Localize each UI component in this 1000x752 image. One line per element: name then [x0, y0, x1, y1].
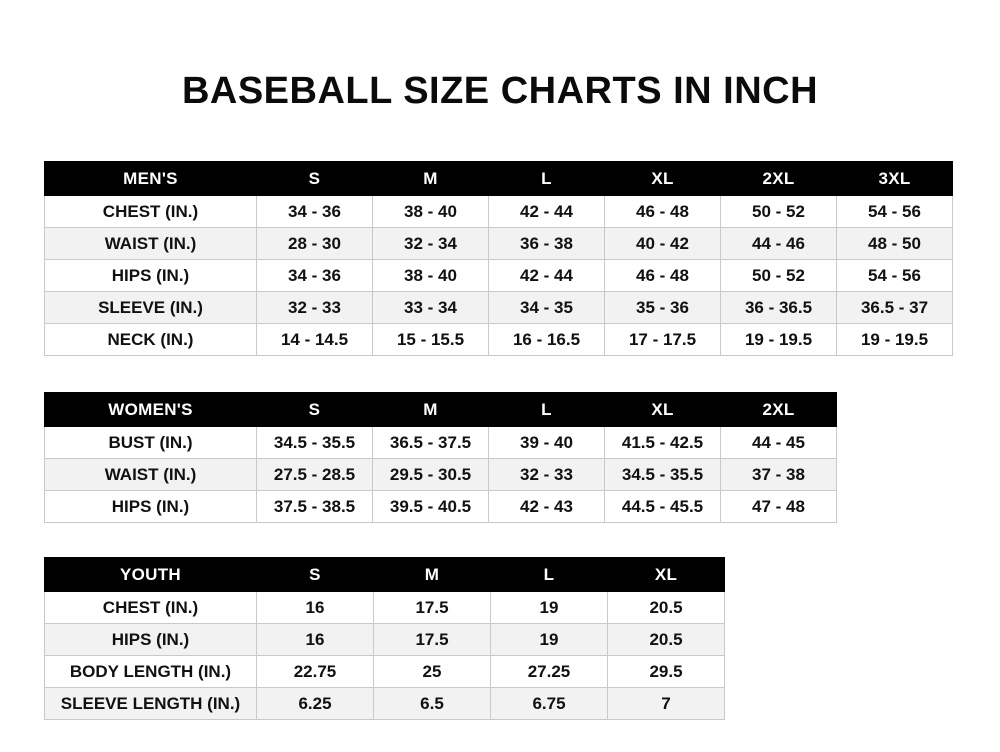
- cell: 19: [491, 592, 608, 624]
- row-label: WAIST (IN.): [45, 228, 257, 260]
- cell: 16 - 16.5: [489, 324, 605, 356]
- page-title: BASEBALL SIZE CHARTS IN INCH: [181, 70, 819, 112]
- cell: 54 - 56: [837, 260, 953, 292]
- cell: 6.5: [374, 688, 491, 720]
- youth-header-m: M: [374, 558, 491, 592]
- mens-header-category: MEN'S: [45, 162, 257, 196]
- womens-header-s: S: [257, 393, 373, 427]
- table-header-row: [45, 393, 837, 427]
- row-label: WAIST (IN.): [45, 459, 257, 491]
- table-row: [45, 656, 725, 688]
- cell: 42 - 44: [489, 260, 605, 292]
- cell: 28 - 30: [257, 228, 373, 260]
- cell: 32 - 33: [257, 292, 373, 324]
- mens-table-body: [45, 196, 953, 356]
- cell: 6.75: [491, 688, 608, 720]
- table-row: [45, 324, 953, 356]
- cell: 34.5 - 35.5: [257, 427, 373, 459]
- cell: 27.5 - 28.5: [257, 459, 373, 491]
- cell: 40 - 42: [605, 228, 721, 260]
- cell: 17.5: [374, 624, 491, 656]
- cell: 35 - 36: [605, 292, 721, 324]
- cell: 32 - 33: [489, 459, 605, 491]
- mens-header-s: S: [257, 162, 373, 196]
- cell: 29.5 - 30.5: [373, 459, 489, 491]
- cell: 16: [257, 624, 374, 656]
- cell: 27.25: [491, 656, 608, 688]
- womens-header-xl: XL: [605, 393, 721, 427]
- cell: 37.5 - 38.5: [257, 491, 373, 523]
- youth-size-table: [44, 557, 725, 720]
- youth-table-head: [45, 558, 725, 592]
- cell: 34 - 36: [257, 260, 373, 292]
- womens-table-body: [45, 427, 837, 523]
- cell: 19 - 19.5: [721, 324, 837, 356]
- cell: 36.5 - 37: [837, 292, 953, 324]
- cell: 42 - 44: [489, 196, 605, 228]
- row-label: BUST (IN.): [45, 427, 257, 459]
- youth-table-body: [45, 592, 725, 720]
- cell: 44 - 46: [721, 228, 837, 260]
- cell: 44.5 - 45.5: [605, 491, 721, 523]
- cell: 7: [608, 688, 725, 720]
- row-label: NECK (IN.): [45, 324, 257, 356]
- cell: 19 - 19.5: [837, 324, 953, 356]
- row-label: SLEEVE (IN.): [45, 292, 257, 324]
- cell: 22.75: [257, 656, 374, 688]
- table-row: [45, 427, 837, 459]
- cell: 25: [374, 656, 491, 688]
- mens-header-xl: XL: [605, 162, 721, 196]
- mens-header-l: L: [489, 162, 605, 196]
- cell: 47 - 48: [721, 491, 837, 523]
- table-row: [45, 292, 953, 324]
- mens-header-2xl: 2XL: [721, 162, 837, 196]
- table-row: [45, 491, 837, 523]
- cell: 34 - 35: [489, 292, 605, 324]
- cell: 34.5 - 35.5: [605, 459, 721, 491]
- table-row: [45, 196, 953, 228]
- cell: 39 - 40: [489, 427, 605, 459]
- row-label: HIPS (IN.): [45, 624, 257, 656]
- youth-header-xl: XL: [608, 558, 725, 592]
- womens-header-2xl: 2XL: [721, 393, 837, 427]
- youth-header-s: S: [257, 558, 374, 592]
- cell: 44 - 45: [721, 427, 837, 459]
- row-label: SLEEVE LENGTH (IN.): [45, 688, 257, 720]
- mens-header-3xl: 3XL: [837, 162, 953, 196]
- cell: 15 - 15.5: [373, 324, 489, 356]
- table-row: [45, 260, 953, 292]
- womens-header-category: WOMEN'S: [45, 393, 257, 427]
- cell: 50 - 52: [721, 196, 837, 228]
- cell: 32 - 34: [373, 228, 489, 260]
- cell: 17 - 17.5: [605, 324, 721, 356]
- cell: 46 - 48: [605, 260, 721, 292]
- row-label: CHEST (IN.): [45, 592, 257, 624]
- womens-table-head: [45, 393, 837, 427]
- table-row: [45, 688, 725, 720]
- cell: 36 - 36.5: [721, 292, 837, 324]
- cell: 46 - 48: [605, 196, 721, 228]
- table-row: [45, 459, 837, 491]
- table-header-row: [45, 162, 953, 196]
- cell: 33 - 34: [373, 292, 489, 324]
- table-row: [45, 624, 725, 656]
- cell: 29.5: [608, 656, 725, 688]
- womens-size-table: [44, 392, 837, 523]
- cell: 38 - 40: [373, 196, 489, 228]
- cell: 41.5 - 42.5: [605, 427, 721, 459]
- cell: 54 - 56: [837, 196, 953, 228]
- row-label: HIPS (IN.): [45, 491, 257, 523]
- cell: 48 - 50: [837, 228, 953, 260]
- cell: 38 - 40: [373, 260, 489, 292]
- size-tables-container: [0, 161, 1000, 720]
- mens-size-table: [44, 161, 953, 356]
- mens-table-head: [45, 162, 953, 196]
- cell: 16: [257, 592, 374, 624]
- mens-header-m: M: [373, 162, 489, 196]
- cell: 34 - 36: [257, 196, 373, 228]
- cell: 19: [491, 624, 608, 656]
- cell: 37 - 38: [721, 459, 837, 491]
- cell: 50 - 52: [721, 260, 837, 292]
- cell: 39.5 - 40.5: [373, 491, 489, 523]
- table-row: [45, 592, 725, 624]
- womens-header-l: L: [489, 393, 605, 427]
- youth-header-category: YOUTH: [45, 558, 257, 592]
- table-header-row: [45, 558, 725, 592]
- table-row: [45, 228, 953, 260]
- table-spacer: [44, 356, 956, 392]
- youth-header-l: L: [491, 558, 608, 592]
- table-spacer: [44, 523, 956, 557]
- cell: 6.25: [257, 688, 374, 720]
- cell: 20.5: [608, 592, 725, 624]
- cell: 36.5 - 37.5: [373, 427, 489, 459]
- cell: 42 - 43: [489, 491, 605, 523]
- cell: 17.5: [374, 592, 491, 624]
- row-label: BODY LENGTH (IN.): [45, 656, 257, 688]
- cell: 14 - 14.5: [257, 324, 373, 356]
- womens-header-m: M: [373, 393, 489, 427]
- row-label: CHEST (IN.): [45, 196, 257, 228]
- row-label: HIPS (IN.): [45, 260, 257, 292]
- cell: 20.5: [608, 624, 725, 656]
- cell: 36 - 38: [489, 228, 605, 260]
